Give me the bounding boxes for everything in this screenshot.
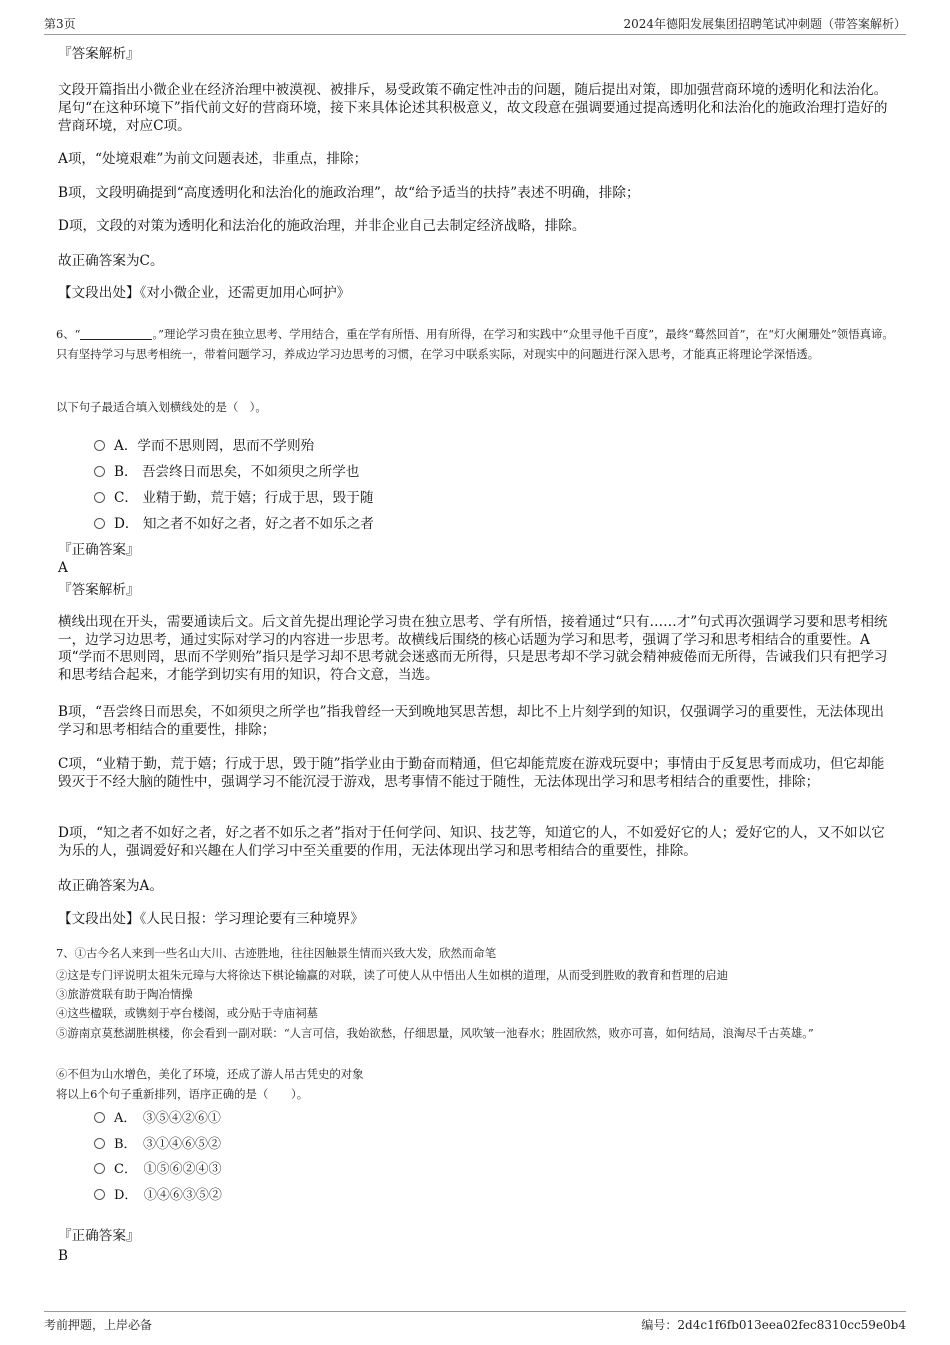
radio-button-icon[interactable] [94, 440, 105, 451]
q7-sentence-5: ⑤游南京莫愁湖胜棋楼，你会看到一副对联：“人言可信，我始欲愁，仔细思量，风吹皱一池春水；胜固欣然，败亦可喜，如何结局，浪淘尽千古英雄。” [56, 1026, 814, 1040]
q6-source: 【文段出处】《人民日报：学习理论要有三种境界》 [58, 911, 364, 927]
radio-button-icon[interactable] [94, 518, 105, 529]
radio-button-icon[interactable] [94, 1138, 105, 1149]
q5-source: 【文段出处】《对小微企业，还需更加用心呵护》 [58, 285, 351, 301]
q5-analysis-paragraph: 文段开篇指出小微企业在经济治理中被漠视、被排斥，易受政策不确定性冲击的问题，随后提出对策，即加强营商环境的透明化和法治化。尾句“在这种环境下”指代前文好的营商环境，接下来具体论述其积极意义，故文段意在强调要通过提高透明化和法治化的施政治理打造好的营商环境，对应C项。 [58, 82, 888, 134]
document-title: 2024年德阳发展集团招聘笔试冲刺题（带答案解析） [623, 17, 906, 31]
radio-button-icon[interactable] [94, 466, 105, 477]
q6-option-a[interactable] [94, 437, 314, 455]
q7-sentence-6: ⑥不但为山水增色，美化了环境，还成了游人吊古凭史的对象 [56, 1067, 364, 1081]
q7-option-b-label: B． ③①④⑥⑤② [114, 1137, 222, 1152]
q7-option-a[interactable] [94, 1110, 221, 1128]
q5-analysis-heading: 『答案解析』 [58, 46, 140, 62]
radio-button-icon[interactable] [94, 1163, 105, 1174]
q6-answer: A [58, 560, 68, 576]
q6-answer-heading: 『正确答案』 [58, 542, 140, 558]
q6-stem-text: 。”理论学习贵在独立思考、学用结合，重在学有所悟、用有所得，在学习和实践中“众里寻他千百度”，最终“蓦然回首”，在“灯火阑珊处”领悟真谛。只有坚持学习与思考相统一，带着问题学习，养成边学习边思考的习惯，在学习中联系实际，对现实中的问题进行深入思考，才能真正将理论学深悟透。 [56, 327, 894, 361]
radio-button-icon[interactable] [94, 1189, 105, 1200]
footer-slogan: 考前押题，上岸必备 [44, 1318, 153, 1332]
q5-analysis-option-b: B项，文段明确提到“高度透明化和法治化的施政治理”，故“给予适当的扶持”表述不明确，排除； [58, 185, 640, 201]
q7-option-c[interactable] [94, 1161, 221, 1179]
q6-conclusion: 故正确答案为A。 [58, 878, 163, 894]
q6-option-d-label: D． 知之者不如好之者，好之者不如乐之者 [114, 516, 374, 532]
page-number: 第3页 [44, 17, 76, 31]
q6-option-a-label: A．学而不思则罔，思而不学则殆 [114, 438, 315, 454]
q7-sentence-2: ②这是专门评说明太祖朱元璋与大将徐达下棋论输赢的对联，读了可使人从中悟出人生如棋的道理，从而受到胜败的教育和哲理的启迪 [56, 968, 729, 982]
q6-blank [80, 327, 152, 340]
radio-button-icon[interactable] [94, 1112, 105, 1123]
q6-option-c-label: C． 业精于勤，荒于嬉；行成于思，毁于随 [114, 490, 374, 506]
q7-sentence-1: 7、①古今名人来到一些名山大川、古迹胜地，往往因触景生情而兴致大发，欣然而命笔 [56, 946, 497, 960]
q7-option-c-label: C． ①⑤⑥②④③ [114, 1162, 222, 1177]
q7-option-a-label: A． ③⑤④②⑥① [114, 1111, 221, 1126]
q6-analysis-paragraph: 横线出现在开头，需要通读后文。后文首先提出理论学习贵在独立思考、学有所悟，接着通过“只有……才”句式再次强调学习要和思考相统一，边学习边思考，通过实际对学习的内容进一步思考。故横线后围绕的核心话题为学习和思考，强调了学习和思考相结合的重要性。A项“学而不思则罔，思而不学则殆”指只是学习却不思考就会迷惑而无所得，只是思考却不学习就会精神疲倦而无所得，告诫我们只有把学习和思考结合起来，才能学到切实有用的知识，符合文意，当选。 [58, 614, 888, 683]
q6-option-b-label: B． 吾尝终日而思矣，不如须臾之所学也 [114, 464, 360, 480]
q6-analysis-heading: 『答案解析』 [58, 582, 140, 598]
q6-question: 以下句子最适合填入划横线处的是（ ）。 [56, 400, 267, 414]
page-header [44, 12, 906, 35]
q7-question: 将以上6个句子重新排列，语序正确的是（ ）。 [56, 1087, 309, 1101]
q7-option-d[interactable] [94, 1187, 222, 1205]
q6-analysis-option-c: C项，“业精于勤，荒于嬉；行成于思，毁于随”指学业由于勤奋而精通，但它却能荒废在游戏玩耍中；事情由于反复思考而成功，但它却能毁灭于不经大脑的随性中，强调学习不能沉浸于游戏，思考事情不能过于随性，无法体现出学习和思考相结合的重要性，排除； [58, 756, 885, 790]
q6-stem-prefix: 6、“ [56, 327, 81, 341]
q6-option-b[interactable] [94, 463, 359, 481]
q5-analysis-option-d: D项，文段的对策为透明化和法治化的施政治理，并非企业自己去制定经济战略，排除。 [58, 218, 586, 234]
q6-stem [56, 325, 896, 364]
q7-sentence-3: ③旅游赏联有助于陶冶情操 [56, 987, 193, 1001]
page-footer [44, 1311, 906, 1334]
q5-analysis-option-a: A项，“处境艰难”为前文问题表述，非重点，排除； [58, 151, 368, 167]
q6-analysis-option-d: D项，“知之者不如好之者，好之者不如乐之者”指对于任何学问、知识、技艺等，知道它的人，不如爱好它的人；爱好它的人，又不如以它为乐的人，强调爱好和兴趣在人们学习中至关重要的作用，无法体现出学习和思考相结合的重要性，排除。 [58, 825, 885, 859]
q6-analysis-option-b: B项，“吾尝终日而思矣，不如须臾之所学也”指我曾经一天到晚地冥思苦想，却比不上片刻学到的知识，仅强调学习的重要性，无法体现出学习和思考相结合的重要性，排除； [58, 704, 884, 738]
radio-button-icon[interactable] [94, 492, 105, 503]
q7-option-b[interactable] [94, 1136, 221, 1154]
q7-option-d-label: D． ①④⑥③⑤② [114, 1188, 222, 1203]
q6-option-c[interactable] [94, 489, 373, 507]
q7-answer-heading: 『正确答案』 [58, 1228, 140, 1244]
q7-answer: B [58, 1248, 68, 1264]
document-id: 编号：2d4c1f6fb013eea02fec8310cc59e0b4 [641, 1318, 906, 1332]
q7-sentence-4: ④这些楹联，或镌刻于亭台楼阁，或分贴于寺庙祠墓 [56, 1006, 318, 1020]
q5-conclusion: 故正确答案为C。 [58, 253, 164, 269]
q6-option-d[interactable] [94, 515, 374, 533]
